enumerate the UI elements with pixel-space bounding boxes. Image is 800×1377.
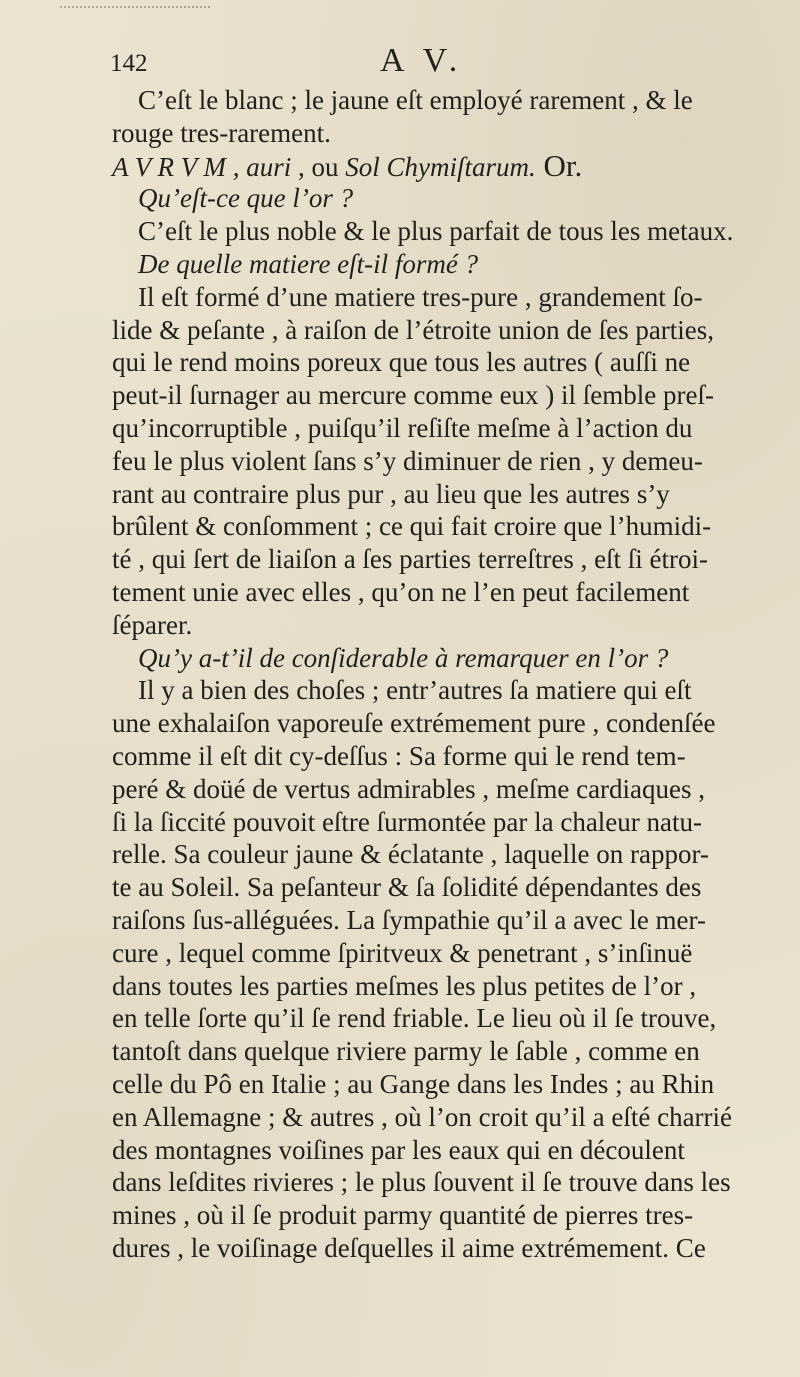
running-head: A V. xyxy=(380,42,464,79)
page-smudge xyxy=(60,6,210,18)
entry-heading-aurum xyxy=(112,147,792,183)
text-line: des montagnes voiſines par les eaux qui en découlent xyxy=(112,1134,685,1165)
page-number: 142 xyxy=(110,50,148,77)
text-line: une exhalaiſon vaporeuſe extrémement pure , condenſée xyxy=(112,708,716,739)
text-line: raiſons ſus-alléguées. La ſympathie qu’il a avec le mer- xyxy=(112,904,706,935)
text-line: dans leſdites rivieres ; le plus ſouvent il ſe trouve dans les xyxy=(112,1167,731,1198)
question-line: Qu’eſt-ce que l’or ? xyxy=(138,183,354,214)
text-line: en Allemagne ; & autres , où l’on croit qu’il a eſté charrié xyxy=(112,1101,733,1132)
entry-term-alt: Sol Chymiſtarum. xyxy=(345,151,536,182)
page-header xyxy=(0,42,800,82)
question-line: De quelle matiere eſt-il formé ? xyxy=(138,248,479,279)
text-line: peut-il ſurnager au mercure comme eux ) il ſemble preſ- xyxy=(112,380,714,411)
text-line: brûlent & conſomment ; ce qui fait croire que l’humidi- xyxy=(112,511,712,542)
text-line: te au Soleil. Sa peſanteur & ſa ſolidité dépendantes des xyxy=(112,872,702,903)
text-line: C’eſt le blanc ; le jaune eſt employé rarement , & le xyxy=(138,85,693,115)
text-line: C’eſt le plus noble & le plus parfait de tous les metaux. xyxy=(138,216,734,247)
text-line: dures , le voiſinage deſquelles il aime extrémement. Ce xyxy=(112,1232,706,1263)
text-line: mines , où il ſe produit parmy quantité de pierres tres- xyxy=(112,1200,694,1231)
text-line: en telle ſorte qu’il ſe rend friable. Le lieu où il ſe trouve, xyxy=(112,1003,717,1034)
text-line: lide & peſante , à raiſon de l’étroite union de ſes parties, xyxy=(112,314,715,345)
question-line: Qu’y a-t’il de conſiderable à remarquer en l’or ? xyxy=(138,642,669,673)
text-line: comme il eſt dit cy-deſſus : Sa forme qui le rend tem- xyxy=(112,740,686,771)
text-line: feu le plus violent ſans s’y diminuer de rien , y demeu- xyxy=(112,445,703,476)
text-line: peré & doüé de vertus admirables , meſme cardiaques , xyxy=(112,773,706,804)
text-line: rouge tres-rarement. xyxy=(112,117,331,148)
entry-conjunction: ou xyxy=(304,151,346,182)
text-line: ſi la ſiccité pouvoit eſtre ſurmontée par la chaleur natu- xyxy=(112,806,703,837)
entry-term: A V R V M , auri , xyxy=(112,151,305,182)
text-line: Il y a bien des choſes ; entr’autres ſa matiere qui eſt xyxy=(138,675,692,706)
text-line: dans toutes les parties meſmes les plus petites de l’or , xyxy=(112,970,697,1001)
text-line: qui le rend moins poreux que tous les autres ( auſſi ne xyxy=(112,347,691,378)
body-text xyxy=(112,84,792,1265)
text-line: cure , lequel comme ſpiritveux & penetrant , s’inſinuë xyxy=(112,937,693,968)
text-line: tantoſt dans quelque riviere parmy le ſable , comme en xyxy=(112,1036,700,1067)
text-line: té , qui ſert de liaiſon a ſes parties terreſtres , eſt ſi étroi- xyxy=(112,544,709,575)
text-line: tement unie avec elles , qu’on ne l’en peut facilement xyxy=(112,576,690,607)
text-line: relle. Sa couleur jaune & éclatante , laquelle on rappor- xyxy=(112,839,709,870)
text-line: ſéparer. xyxy=(112,609,193,640)
entry-translation: Or. xyxy=(535,147,583,183)
text-line: rant au contraire plus pur , au lieu que les autres s’y xyxy=(112,478,670,509)
text-line: qu’incorruptible , puiſqu’il reſiſte meſme à l’action du xyxy=(112,412,693,443)
text-line: Il eſt formé d’une matiere tres-pure , grandement ſo- xyxy=(138,281,703,312)
text-line: celle du Pô en Italie ; au Gange dans les Indes ; au Rhin xyxy=(112,1068,715,1099)
